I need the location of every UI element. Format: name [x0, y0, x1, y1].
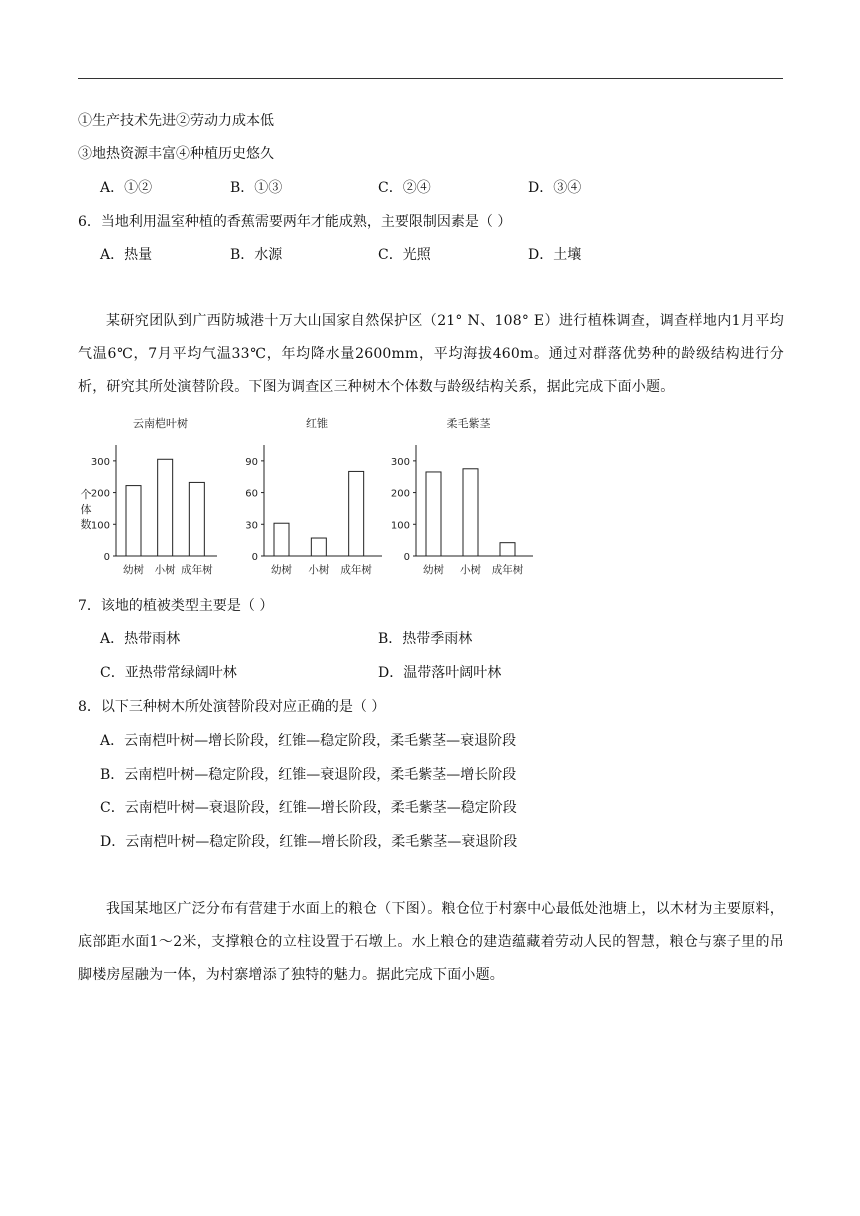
q6-option-c[interactable]: C．光照	[378, 247, 431, 263]
q7-option-b[interactable]: B．热带季雨林	[378, 631, 473, 647]
q6-option-a[interactable]: A．热量	[100, 247, 153, 263]
chart-title: 红锥	[306, 417, 328, 430]
header-rule	[78, 78, 783, 79]
q6-option-d[interactable]: D．土壤	[528, 247, 582, 263]
x-tick-label: 成年树	[181, 564, 213, 576]
x-tick-label: 幼树	[123, 564, 144, 576]
chart-title: 云南桤叶树	[133, 417, 188, 430]
y-tick-label: 0	[251, 552, 258, 563]
q5-option-d[interactable]: D．③④	[528, 180, 582, 196]
q5-items-line2: ③地热资源丰富④种植历史悠久	[78, 146, 274, 162]
bar	[311, 538, 326, 556]
bar	[158, 459, 173, 556]
q5-option-a[interactable]: A．①②	[100, 180, 153, 196]
y-axis-label: 体	[80, 503, 92, 516]
passage-forest-survey: 某研究团队到广西防城港十万大山国家自然保护区（21° N、108° E）进行植株调查，调查样地内1月平均气温6℃，7月平均气温33℃，年均降水量2600mm，平均海拔460m。通过对群落优势种的龄级结构进行分析，研究其所处演替阶段。下图为调查区三种树木个体数与龄级结构关系，据此完成下面小题。	[78, 313, 784, 395]
bar	[189, 482, 204, 556]
q8-stem: 8．以下三种树木所处演替阶段对应正确的是（ ）	[78, 699, 386, 715]
q5-items-line1: ①生产技术先进②劳动力成本低	[78, 113, 274, 129]
q7-option-d[interactable]: D．温带落叶阔叶林	[378, 665, 502, 681]
x-tick-label: 小树	[154, 564, 176, 576]
x-tick-label: 成年树	[491, 564, 524, 576]
bar	[463, 469, 478, 556]
x-tick-label: 小树	[460, 564, 481, 576]
bar	[349, 471, 364, 556]
bar	[274, 523, 289, 556]
q7-option-c[interactable]: C．亚热带常绿阔叶林	[100, 665, 237, 681]
passage-granary: 我国某地区广泛分布有营建于水面上的粮仓（下图）。粮仓位于村寨中心最低处池塘上，以木材为主要原料，底部距水面1～2米，支撑粮仓的立柱设置于石墩上。水上粮仓的建造蕴藏着劳动人民的智慧，粮仓与寨子里的吊脚楼房屋融为一体，为村寨增添了独特的魅力。据此完成下面小题。	[78, 901, 784, 983]
q8-option-d[interactable]: D．云南桤叶树—稳定阶段，红锥—增长阶段，柔毛紫茎—衰退阶段	[100, 834, 518, 850]
y-axis-label: 数	[80, 518, 92, 531]
y-tick-label: 100	[90, 520, 110, 532]
y-tick-label: 0	[103, 552, 110, 563]
q8-option-a[interactable]: A．云南桤叶树—增长阶段，红锥—稳定阶段，柔毛紫茎—衰退阶段	[100, 733, 517, 749]
y-tick-label: 60	[245, 488, 258, 500]
bar	[126, 486, 141, 556]
q6-stem: 6．当地利用温室种植的香蕉需要两年才能成熟，主要限制因素是（ ）	[78, 214, 512, 230]
y-tick-label: 0	[403, 552, 410, 563]
x-tick-label: 小树	[308, 564, 330, 576]
x-tick-label: 成年树	[340, 564, 372, 576]
y-tick-label: 200	[390, 488, 410, 500]
bar	[500, 543, 515, 556]
x-tick-label: 幼树	[271, 564, 292, 576]
q8-option-c[interactable]: C．云南桤叶树—衰退阶段，红锥—增长阶段，柔毛紫茎—稳定阶段	[100, 800, 517, 816]
y-tick-label: 300	[390, 456, 410, 468]
q7-stem: 7．该地的植被类型主要是（ ）	[78, 598, 274, 614]
age-structure-charts	[0, 405, 860, 605]
y-axis-label: 个	[80, 488, 92, 501]
x-tick-label: 幼树	[423, 564, 444, 576]
q8-option-b[interactable]: B．云南桤叶树—稳定阶段，红锥—衰退阶段，柔毛紫茎—增长阶段	[100, 767, 517, 783]
y-tick-label: 90	[245, 456, 258, 468]
y-tick-label: 100	[390, 520, 410, 532]
q5-option-c[interactable]: C．②④	[378, 180, 431, 196]
y-tick-label: 200	[90, 488, 110, 500]
bar	[426, 472, 441, 556]
y-tick-label: 30	[245, 520, 258, 532]
q5-option-b[interactable]: B．①③	[230, 180, 283, 196]
q7-option-a[interactable]: A．热带雨林	[100, 631, 181, 647]
chart-title: 柔毛紫茎	[446, 417, 491, 430]
y-tick-label: 300	[90, 456, 110, 468]
q6-option-b[interactable]: B．水源	[230, 247, 283, 263]
